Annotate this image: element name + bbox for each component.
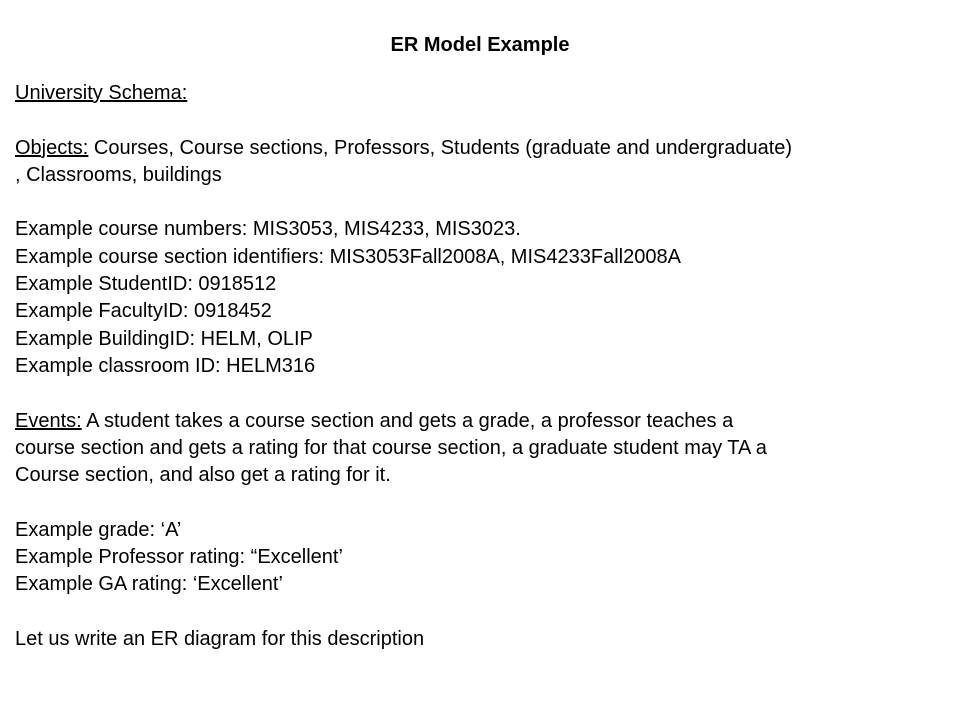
events-text-1: A student takes a course section and gets a grade, a professor teaches a bbox=[81, 409, 734, 432]
spacer bbox=[15, 380, 955, 407]
spacer bbox=[15, 189, 955, 216]
objects-text-1: Courses, Course sections, Professors, Students (graduate and undergraduate) bbox=[88, 136, 793, 159]
spacer bbox=[15, 489, 955, 516]
spacer bbox=[15, 599, 955, 626]
schema-heading: University Schema: bbox=[15, 82, 188, 104]
example-course-section-ids: Example course section identifiers: MIS3053Fall2008A, MIS4233Fall2008A bbox=[15, 245, 681, 268]
objects-label: Objects: bbox=[15, 136, 89, 159]
example-course-numbers: Example course numbers: MIS3053, MIS4233, MIS3023. bbox=[15, 218, 521, 241]
page-title: ER Model Example bbox=[390, 34, 570, 56]
example-grade: Example grade: ‘A’ bbox=[15, 518, 182, 541]
example-classroom-id: Example classroom ID: HELM316 bbox=[15, 354, 316, 377]
events-line-2: course section and gets a rating for that course section, a graduate student may TA a bbox=[15, 436, 767, 459]
example-professor-rating: Example Professor rating: “Excellent’ bbox=[15, 546, 343, 569]
example-building-id: Example BuildingID: HELM, OLIP bbox=[15, 327, 313, 350]
objects-line-2: , Classrooms, buildings bbox=[15, 163, 222, 186]
objects-line-1 bbox=[15, 135, 955, 162]
spacer bbox=[15, 107, 955, 134]
example-student-id: Example StudentID: 0918512 bbox=[15, 273, 277, 296]
events-line-1 bbox=[15, 408, 955, 435]
example-faculty-id: Example FacultyID: 0918452 bbox=[15, 300, 272, 323]
example-ga-rating: Example GA rating: ‘Excellent’ bbox=[15, 573, 283, 596]
events-label: Events: bbox=[15, 409, 82, 432]
closing-statement: Let us write an ER diagram for this description bbox=[15, 627, 425, 650]
events-line-3: Course section, and also get a rating for it. bbox=[15, 464, 391, 487]
document-body bbox=[15, 80, 955, 653]
